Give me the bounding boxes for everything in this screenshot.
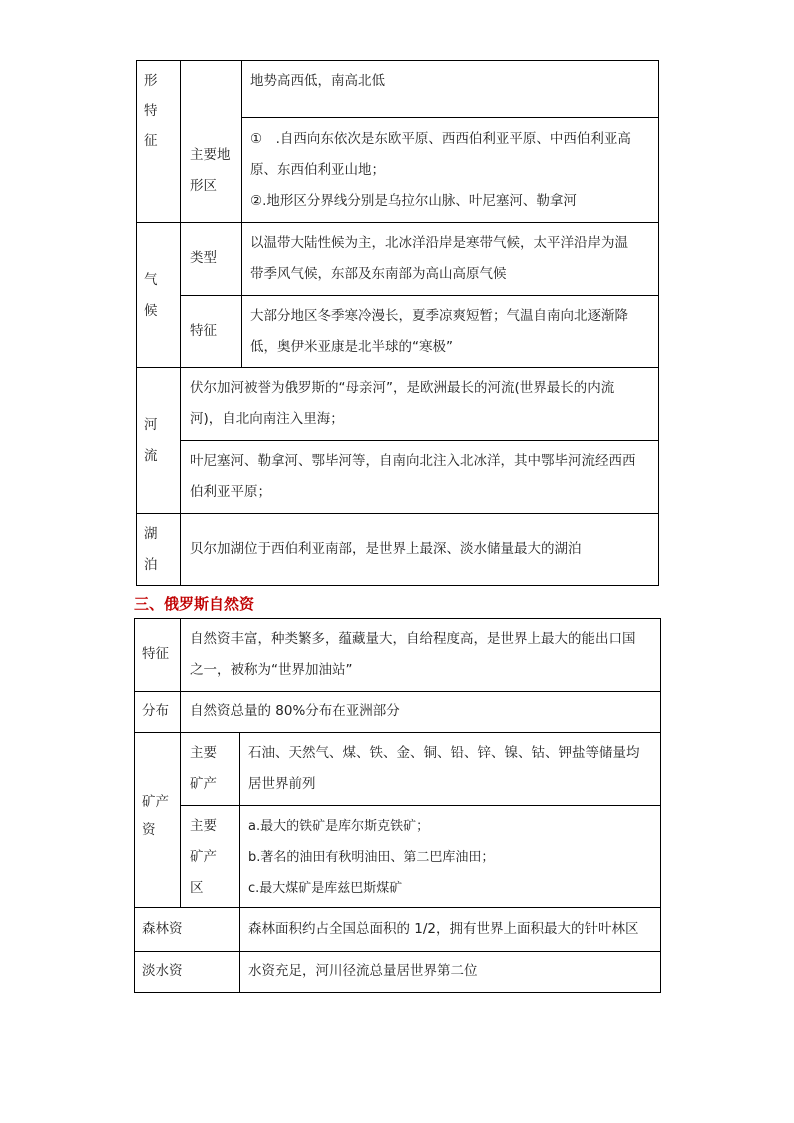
climate-type-line-2: 带季风气候，东部及东南部为高山高原气候 xyxy=(250,266,507,282)
rivers-char-2: 流 xyxy=(144,448,158,464)
rivers-label xyxy=(144,410,174,472)
rivers-text-1 xyxy=(190,373,656,435)
rivers-text2-line-2: 伯利亚平原； xyxy=(190,484,271,500)
climate-char-1: 气 xyxy=(144,272,158,288)
resource-feature-label: 特征 xyxy=(142,646,169,662)
terrain-label xyxy=(144,66,174,156)
water-label: 淡水资 xyxy=(142,963,183,979)
mineral-area-line-2: b.著名的油田有秋明油田、第二巴库油田； xyxy=(248,850,495,865)
lakes-char-2: 泊 xyxy=(144,557,158,573)
climate-feature-label: 特征 xyxy=(190,323,217,339)
terrain-char-1: 形 xyxy=(144,73,158,89)
mineral-main-text xyxy=(248,738,658,800)
rivers-text1-line-1: 伏尔加河被誉为俄罗斯的“母亲河”，是欧洲最长的河流(世界最长的内流 xyxy=(190,380,615,396)
terrain-regions-text xyxy=(250,124,655,217)
mineral-label-line-1: 矿产 xyxy=(142,794,169,810)
lakes-char-1: 湖 xyxy=(144,526,158,542)
mineral-area-line-1: a.最大的铁矿是库尔斯克铁矿； xyxy=(248,819,430,834)
climate-feature-text xyxy=(250,301,655,363)
resource-feature-line-2: 之一，被称为“世界加油站” xyxy=(190,662,353,678)
mineral-area-label-line-2: 矿产 xyxy=(190,849,217,865)
regions-line-3: ②.地形区分界线分别是乌拉尔山脉、叶尼塞河、勒拿河 xyxy=(250,193,577,209)
climate-label xyxy=(144,265,174,327)
climate-type-text xyxy=(250,228,655,290)
regions-label-line-1: 主要地 xyxy=(190,147,231,163)
forest-text: 森林面积约占全国总面积的 1/2，拥有世界上面积最大的针叶林区 xyxy=(248,921,639,937)
mineral-main-line-1: 石油、天然气、煤、铁、金、铜、铅、锌、镍、钴、钾盐等储量均 xyxy=(248,745,640,761)
mineral-area-label-line-3: 区 xyxy=(190,880,204,896)
terrain-char-3: 征 xyxy=(144,133,158,149)
mineral-main-label-line-2: 矿产 xyxy=(190,776,217,792)
terrain-char-2: 特 xyxy=(144,103,158,119)
rivers-text1-line-2: 河)，自北向南注入里海； xyxy=(190,411,344,427)
water-text: 水资充足，河川径流总量居世界第二位 xyxy=(248,963,478,979)
climate-char-2: 候 xyxy=(144,303,158,319)
climate-type-line-1: 以温带大陆性候为主，北冰洋沿岸是寒带气候，太平洋沿岸为温 xyxy=(250,235,628,251)
terrain-regions-label xyxy=(190,140,240,202)
terrain-trend-text: 地势高西低，南高北低 xyxy=(250,73,385,89)
mineral-label xyxy=(142,788,180,844)
mineral-main-label-line-1: 主要 xyxy=(190,745,217,761)
regions-line-1: ① .自西向东依次是东欧平原、西西伯利亚平原、中西伯利亚高 xyxy=(250,131,631,147)
rivers-char-1: 河 xyxy=(144,417,158,433)
distribution-label: 分布 xyxy=(142,703,169,719)
mineral-main-label xyxy=(190,738,238,800)
mineral-main-line-2: 居世界前列 xyxy=(248,776,316,792)
rivers-text2-line-1: 叶尼塞河、勒拿河、鄂毕河等，自南向北注入北冰洋，其中鄂毕河流经西西 xyxy=(190,453,636,469)
distribution-text: 自然资总量的 80%分布在亚洲部分 xyxy=(190,703,400,719)
rivers-text-2 xyxy=(190,446,656,508)
resource-feature-line-1: 自然资丰富，种类繁多，蕴藏量大，自给程度高，是世界上最大的能出口国 xyxy=(190,631,636,647)
climate-feature-line-2: 低，奥伊米亚康是北半球的“寒极” xyxy=(250,339,453,355)
resource-feature-text xyxy=(190,624,658,686)
mineral-label-line-2: 资 xyxy=(142,822,156,838)
mineral-area-line-3: c.最大煤矿是库兹巴斯煤矿 xyxy=(248,881,403,896)
section-heading: 三、俄罗斯自然资 xyxy=(134,595,255,613)
mineral-area-label xyxy=(190,811,238,904)
mineral-area-label-line-1: 主要 xyxy=(190,818,217,834)
regions-line-2: 原、东西伯利亚山地； xyxy=(250,162,385,178)
forest-label: 森林资 xyxy=(142,921,183,937)
mineral-area-text xyxy=(248,811,658,904)
lakes-label xyxy=(144,519,174,581)
climate-type-label: 类型 xyxy=(190,250,217,266)
climate-feature-line-1: 大部分地区冬季寒冷漫长，夏季凉爽短暂；气温自南向北逐渐降 xyxy=(250,308,628,324)
lakes-text: 贝尔加湖位于西伯利亚南部，是世界上最深、淡水储量最大的湖泊 xyxy=(190,541,582,557)
regions-label-line-2: 形区 xyxy=(190,178,217,194)
